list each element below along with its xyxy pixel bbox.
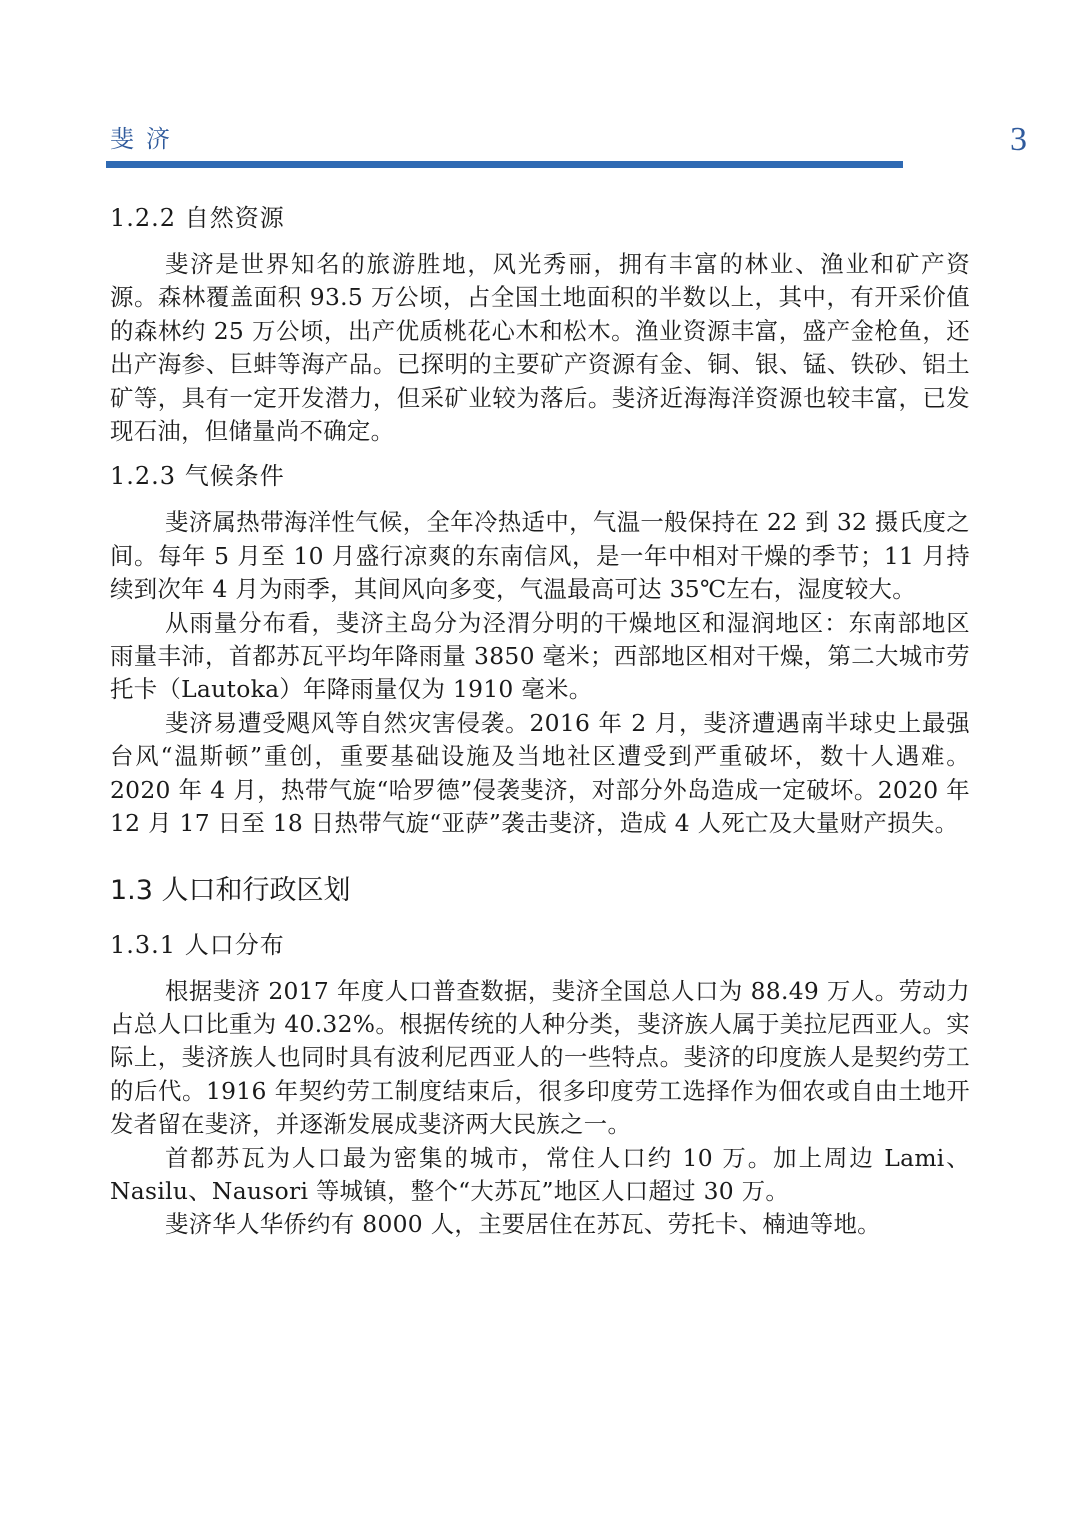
header-divider bbox=[106, 161, 903, 168]
paragraph-natural-resources: 斐济是世界知名的旅游胜地，风光秀丽，拥有丰富的林业、渔业和矿产资源。森林覆盖面积 93.5 万公顷，占全国土地面积的半数以上，其中，有开采价值的森林约 25 万公顷，出产优质桃花心木和松木。渔业资源丰富，盛产金枪鱼，还出产海参、巨蚌等海产品。已探明的主要矿产资源有金、铜、银、锰、铁砂、铝土矿等，具有一定开发潜力，但采矿业较为落后。斐济近海海洋资源也较丰富，已发现石油，但储量尚不确定。 bbox=[110, 250, 970, 446]
running-header-title: 斐济 bbox=[110, 125, 182, 153]
paragraph-population-2: 首都苏瓦为人口最为密集的城市，常住人口约 10 万。加上周边 Lami、Nasilu、Nausori 等城镇，整个“大苏瓦”地区人口超过 30 万。 bbox=[110, 1143, 970, 1205]
section-heading-1-3-1: 1.3.1 人口分布 bbox=[110, 930, 285, 959]
paragraph-climate-3: 斐济易遭受飓风等自然灾害侵袭。2016 年 2 月，斐济遭遇南半球史上最强台风“温斯顿”重创，重要基础设施及当地社区遭受到严重破坏，数十人遇难。2020 年 4 月，热带气旋“哈罗德”侵袭斐济，对部分外岛造成一定破坏。2020 年 12 月 17 日至 18 日热带气旋“亚萨”袭击斐济，造成 4 人死亡及大量财产损失。 bbox=[110, 708, 970, 838]
paragraph-population-1: 根据斐济 2017 年度人口普查数据，斐济全国总人口为 88.49 万人。劳动力占总人口比重为 40.32%。根据传统的人种分类，斐济族人属于美拉尼西亚人。实际上，斐济族人也同时具有波利尼西亚人的一些特点。斐济的印度族人是契约劳工的后代。1916 年契约劳工制度结束后，很多印度劳工选择作为佃农或自由土地开发者留在斐济，并逐渐发展成斐济两大民族之一。 bbox=[110, 976, 970, 1139]
paragraph-climate-2: 从雨量分布看，斐济主岛分为泾渭分明的干燥地区和湿润地区：东南部地区雨量丰沛，首都苏瓦平均年降雨量 3850 毫米；西部地区相对干燥，第二大城市劳托卡（Lautoka）年降雨量仅为 1910 毫米。 bbox=[110, 608, 970, 704]
paragraph-climate-1: 斐济属热带海洋性气候，全年冷热适中，气温一般保持在 22 到 32 摄氏度之间。每年 5 月至 10 月盛行凉爽的东南信风，是一年中相对干燥的季节；11 月持续到次年 4 月为雨季，其间风向多变，气温最高可达 35℃左右，湿度较大。 bbox=[110, 508, 970, 604]
section-heading-1-2-3: 1.2.3 气候条件 bbox=[110, 462, 285, 491]
page-number: 3 bbox=[1010, 121, 1027, 158]
paragraph-population-3: 斐济华人华侨约有 8000 人，主要居住在苏瓦、劳托卡、楠迪等地。 bbox=[165, 1210, 881, 1239]
page-body bbox=[110, 200, 970, 1242]
section-heading-1-2-2: 1.2.2 自然资源 bbox=[110, 204, 285, 232]
section-heading-1-3: 1.3 人口和行政区划 bbox=[110, 874, 351, 906]
